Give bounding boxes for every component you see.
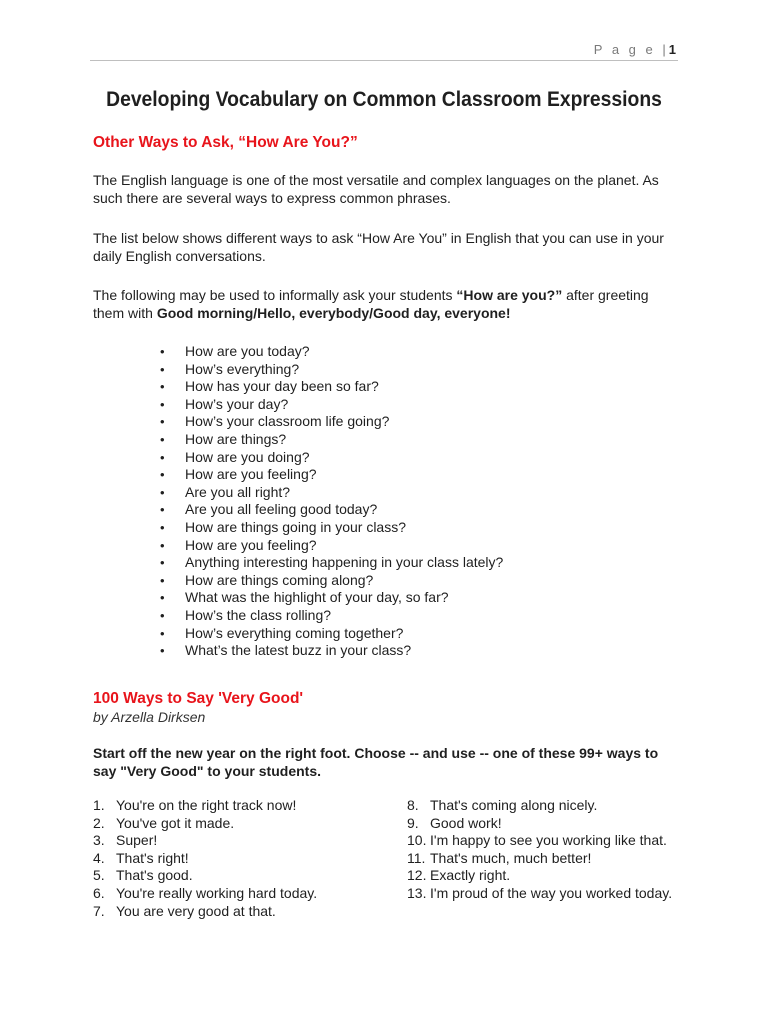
very-good-intro: Start off the new year on the right foot. Choose -- and use -- one of these 99+ ways to say "Very Good" to your students. — [93, 745, 659, 779]
very-good-list-left — [93, 797, 383, 920]
page-number: 1 — [668, 42, 676, 57]
list-item-number: 4. — [93, 849, 105, 866]
list-item — [93, 832, 383, 850]
list-item — [407, 885, 682, 903]
list-item-text: I'm happy to see you working like that. — [430, 832, 667, 849]
page-header — [594, 42, 676, 57]
how-are-you-list — [160, 343, 503, 660]
list-item — [93, 797, 383, 815]
list-item: • How are things? — [160, 431, 503, 449]
list-item — [407, 867, 682, 885]
list-item — [407, 815, 682, 833]
greeting-text-1: The following may be used to informally ask your students — [93, 287, 457, 303]
page-separator: | — [662, 42, 669, 57]
list-item: • How’s the class rolling? — [160, 607, 503, 625]
list-item: • How are things going in your class? — [160, 519, 503, 537]
list-item-text: That's coming along nicely. — [430, 797, 598, 813]
list-item-number: 1. — [93, 797, 105, 813]
list-item: • How are you feeling? — [160, 537, 503, 555]
section-heading-how-are-you: Other Ways to Ask, “How Are You?” — [93, 134, 358, 151]
list-item-number: 8. — [407, 797, 419, 813]
list-item-text: That's good. — [116, 867, 193, 884]
list-item-text: Super! — [116, 832, 158, 849]
list-item-text: That's right! — [116, 849, 189, 866]
page-label: P a g e — [593, 42, 656, 57]
list-item-number: 9. — [407, 814, 419, 831]
list-item-number: 13. — [407, 884, 427, 901]
list-item-number: 11. — [407, 849, 426, 866]
greeting-paragraph — [93, 286, 683, 322]
list-item: • What was the highlight of your day, so far? — [160, 589, 503, 607]
list-item-text: You are very good at that. — [116, 902, 276, 919]
list-item-number: 6. — [93, 884, 105, 901]
list-item-text: You're on the right track now! — [116, 797, 297, 813]
greeting-text-2: after greeting them with — [93, 287, 649, 321]
greeting-bold-1: “How are you?” — [456, 287, 563, 303]
list-item-text: Exactly right. — [430, 867, 511, 884]
list-item: • How has your day been so far? — [160, 378, 503, 396]
list-item: • How’s everything coming together? — [160, 625, 503, 643]
very-good-list-right — [407, 797, 682, 903]
list-item: • What’s the latest buzz in your class? — [160, 642, 503, 660]
list-item-text: You're really working hard today. — [116, 884, 318, 901]
list-item-number: 10. — [407, 832, 427, 849]
list-item — [93, 815, 383, 833]
list-item-number: 3. — [93, 832, 105, 849]
list-item — [93, 885, 383, 903]
intro-paragraph: The English language is one of the most versatile and complex languages on the planet. As such there are several ways to express common phrases. — [93, 172, 659, 206]
list-item-text: Good work! — [430, 814, 502, 831]
list-item-text: You've got it made. — [116, 814, 235, 831]
document-title: Developing Vocabulary on Common Classroom Expressions — [106, 88, 662, 111]
list-item-text: That's much, much better! — [430, 849, 592, 866]
list-item — [407, 832, 682, 850]
header-divider — [90, 60, 678, 61]
list-item-number: 5. — [93, 867, 105, 884]
byline: by Arzella Dirksen — [93, 709, 206, 725]
greeting-bold-2: Good morning/Hello, everybody/Good day, everyone! — [156, 305, 511, 321]
list-item: • How are you doing? — [160, 449, 503, 467]
list-item: • How are things coming along? — [160, 572, 503, 590]
list-item — [93, 903, 383, 921]
list-item: • How’s your day? — [160, 396, 503, 414]
list-item — [407, 850, 682, 868]
section-heading-very-good: 100 Ways to Say 'Very Good' — [93, 690, 304, 707]
list-item: • Anything interesting happening in your class lately? — [160, 554, 503, 572]
list-item: • Are you all right? — [160, 484, 503, 502]
list-item: • How are you feeling? — [160, 466, 503, 484]
list-item-number: 7. — [93, 902, 105, 919]
list-intro-paragraph: The list below shows different ways to ask “How Are You” in English that you can use in your daily English conversations. — [93, 230, 664, 264]
list-item-number: 2. — [93, 814, 105, 831]
list-item — [407, 797, 682, 815]
list-item — [93, 867, 383, 885]
list-item-number: 12. — [407, 867, 427, 884]
list-item — [93, 850, 383, 868]
list-item: • How’s your classroom life going? — [160, 413, 503, 431]
list-item: • How are you today? — [160, 343, 503, 361]
list-item: • Are you all feeling good today? — [160, 501, 503, 519]
list-item-text: I'm proud of the way you worked today. — [430, 884, 673, 901]
list-item: • How’s everything? — [160, 361, 503, 379]
